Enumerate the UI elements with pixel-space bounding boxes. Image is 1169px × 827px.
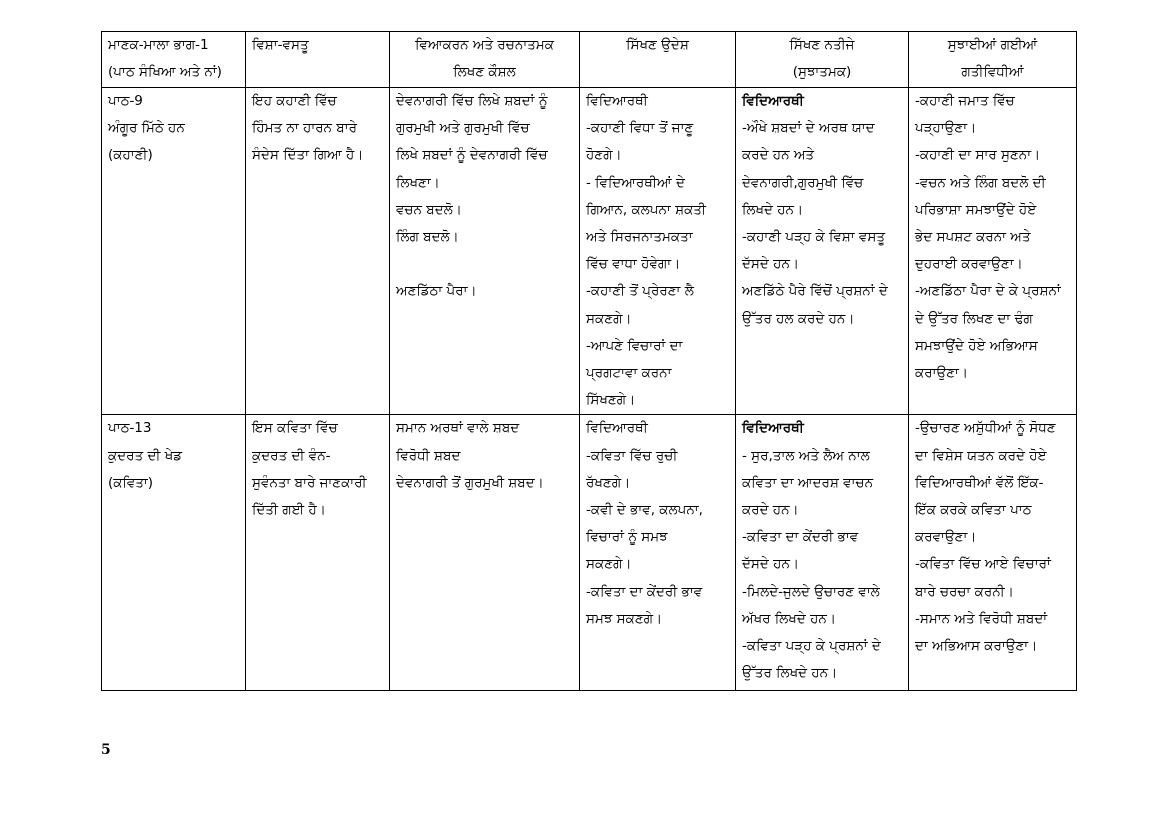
header-cell-objectives: ਸਿੱਖਣ ਉਦੇਸ਼ [580,32,736,88]
header-cell-activities: ਸੁਝਾਈਆਂ ਗਈਆਂ ਗਤੀਵਿਧੀਆਂ [909,32,1077,88]
outcomes-cell: ਵਿਦਿਆਰਥੀ - ਸੁਰ,ਤਾਲ ਅਤੇ ਲੈਅ ਨਾਲ ਕਵਿਤਾ ਦਾ ਆਦਰਸ਼ ਵਾਚਨ ਕਰਦੇ ਹਨ। -ਕਵਿਤਾ ਦਾ ਕੇਂਦਰੀ ਭਾਵ ਦੱਸਦੇ ਹਨ। -ਮਿਲਦੇ-ਜੁਲਦੇ ਉਚਾਰਣ ਵਾਲੇ ਅੱਖਰ ਲਿਖਦੇ ਹਨ। -ਕਵਿਤਾ ਪੜ੍ਹ ਕੇ ਪ੍ਰਸ਼ਨਾਂ ਦੇ ਉੱਤਰ ਲਿਖਦੇ ਹਨ। [736,415,909,691]
activities-cell: -ਉਚਾਰਣ ਅਸ਼ੁੱਧੀਆਂ ਨੂੰ ਸੋਧਣ ਦਾ ਵਿਸ਼ੇਸ ਯਤਨ ਕਰਦੇ ਹੋਏ ਵਿਦਿਆਰਥੀਆਂ ਵੱਲੋਂ ਇੱਕ- ਇੱਕ ਕਰਕੇ ਕਵਿਤਾ ਪਾਠ ਕਰਵਾਉਣਾ। -ਕਵਿਤਾ ਵਿੱਚ ਆਏ ਵਿਚਾਰਾਂ ਬਾਰੇ ਚਰਚਾ ਕਰਨੀ। -ਸਮਾਨ ਅਤੇ ਵਿਰੋਧੀ ਸ਼ਬਦਾਂ ਦਾ ਅਭਿਆਸ ਕਰਾਉਣਾ। [909,415,1077,691]
grammar-cell: ਸਮਾਨ ਅਰਥਾਂ ਵਾਲੇ ਸ਼ਬਦ ਵਿਰੋਧੀ ਸ਼ਬਦ ਦੇਵਨਾਗਰੀ ਤੋਂ ਗੁਰਮੁਖੀ ਸ਼ਬਦ। [390,415,580,691]
page-number: 5 [101,742,111,758]
subject-cell: ਇਹ ਕਹਾਣੀ ਵਿੱਚ ਹਿੰਮਤ ਨਾ ਹਾਰਨ ਬਾਰੇ ਸੰਦੇਸ ਦਿੱਤਾ ਗਿਆ ਹੈ। [246,88,390,415]
outcomes-cell: ਵਿਦਿਆਰਥੀ -ਔਖੇ ਸ਼ਬਦਾਂ ਦੇ ਅਰਥ ਯਾਦ ਕਰਦੇ ਹਨ ਅਤੇ ਦੇਵਨਾਗਰੀ,ਗੁਰਮੁਖੀ ਵਿੱਚ ਲਿਖਦੇ ਹਨ। -ਕਹਾਣੀ ਪੜ੍ਹ ਕੇ ਵਿਸ਼ਾ ਵਸਤੂ ਦੱਸਦੇ ਹਨ। ਅਣਡਿੱਠੇ ਪੈਰੇ ਵਿੱਚੋਂ ਪ੍ਰਸ਼ਨਾਂ ਦੇ ਉੱਤਰ ਹਲ ਕਰਦੇ ਹਨ। [736,88,909,415]
table-row [102,88,1077,415]
grammar-cell: ਦੇਵਨਾਗਰੀ ਵਿੱਚ ਲਿਖੇ ਸ਼ਬਦਾਂ ਨੂੰ ਗੁਰਮੁਖੀ ਅਤੇ ਗੁਰਮੁਖੀ ਵਿੱਚ ਲਿਖੇ ਸ਼ਬਦਾਂ ਨੂੰ ਦੇਵਨਾਗਰੀ ਵਿੱਚ ਲਿਖਣਾ। ਵਚਨ ਬਦਲੋ। ਲਿੰਗ ਬਦਲੋ। ਅਣਡਿੱਠਾ ਪੈਰਾ। [390,88,580,415]
subject-cell: ਇਸ ਕਵਿਤਾ ਵਿੱਚ ਕੁਦਰਤ ਦੀ ਵੰਨ- ਸੁਵੰਨਤਾ ਬਾਰੇ ਜਾਣਕਾਰੀ ਦਿੱਤੀ ਗਈ ਹੈ। [246,415,390,691]
header-row [102,32,1077,88]
activities-cell: -ਕਹਾਣੀ ਜਮਾਤ ਵਿੱਚ ਪੜ੍ਹਾਉਣਾ। -ਕਹਾਣੀ ਦਾ ਸਾਰ ਸੁਣਨਾ। -ਵਚਨ ਅਤੇ ਲਿੰਗ ਬਦਲੋ ਦੀ ਪਰਿਭਾਸ਼ਾ ਸਮਝਾਉਂਦੇ ਹੋਏ ਭੇਦ ਸਪਸ਼ਟ ਕਰਨਾ ਅਤੇ ਦੁਹਰਾਈ ਕਰਵਾਉਣਾ। -ਅਣਡਿੱਠਾ ਪੈਰਾ ਦੇ ਕੇ ਪ੍ਰਸ਼ਨਾਂ ਦੇ ਉੱਤਰ ਲਿਖਣ ਦਾ ਢੰਗ ਸਮਝਾਉਂਦੇ ਹੋਏ ਅਭਿਆਸ ਕਰਾਉਣਾ। [909,88,1077,415]
header-cell-outcomes: ਸਿੱਖਣ ਨਤੀਜੇ (ਸੁਝਾਤਮਕ) [736,32,909,88]
header-cell-grammar: ਵਿਆਕਰਨ ਅਤੇ ਰਚਨਾਤਮਕ ਲਿਖਣ ਕੌਸ਼ਲ [390,32,580,88]
header-cell-subject: ਵਿਸ਼ਾ-ਵਸਤੂ [246,32,390,88]
lesson-cell: ਪਾਠ-9 ਅੰਗੂਰ ਮਿੱਠੇ ਹਨ (ਕਹਾਣੀ) [102,88,246,415]
objectives-cell: ਵਿਦਿਆਰਥੀ -ਕਵਿਤਾ ਵਿੱਚ ਰੁਚੀ ਰੱਖਣਗੇ। -ਕਵੀ ਦੇ ਭਾਵ, ਕਲਪਨਾ, ਵਿਚਾਰਾਂ ਨੂੰ ਸਮਝ ਸਕਣਗੇ। -ਕਵਿਤਾ ਦਾ ਕੇਂਦਰੀ ਭਾਵ ਸਮਝ ਸਕਣਗੇ। [580,415,736,691]
objectives-cell: ਵਿਦਿਆਰਥੀ -ਕਹਾਣੀ ਵਿਧਾ ਤੋਂ ਜਾਣੂ ਹੋਣਗੇ। - ਵਿਦਿਆਰਥੀਆਂ ਦੇ ਗਿਆਨ, ਕਲਪਨਾ ਸ਼ਕਤੀ ਅਤੇ ਸਿਰਜਨਾਤਮਕਤਾ ਵਿੱਚ ਵਾਧਾ ਹੋਵੇਗਾ। -ਕਹਾਣੀ ਤੋਂ ਪ੍ਰੇਰਣਾ ਲੈ ਸਕਣਗੇ। -ਆਪਣੇ ਵਿਚਾਰਾਂ ਦਾ ਪ੍ਰਗਟਾਵਾ ਕਰਨਾ ਸਿੱਖਣਗੇ। [580,88,736,415]
header-cell-lesson: ਮਾਣਕ-ਮਾਲਾ ਭਾਗ-1 (ਪਾਠ ਸੰਖਿਆ ਅਤੇ ਨਾਂ) [102,32,246,88]
lesson-cell: ਪਾਠ-13 ਕੁਦਰਤ ਦੀ ਖੇਡ (ਕਵਿਤਾ) [102,415,246,691]
curriculum-table [101,31,1077,691]
table-row [102,415,1077,691]
